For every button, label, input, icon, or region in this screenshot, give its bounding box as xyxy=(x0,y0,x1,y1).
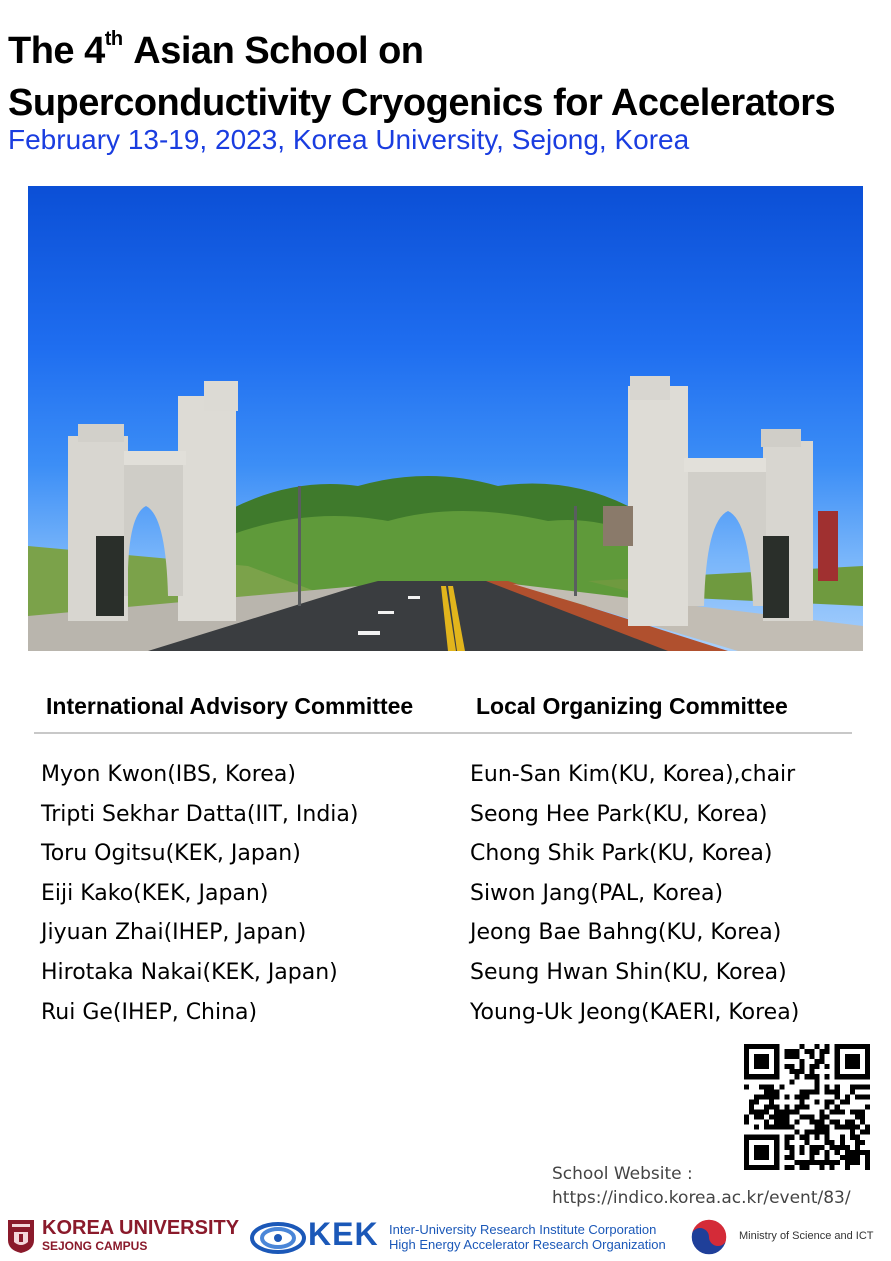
title-line-1-sup: th xyxy=(104,28,123,51)
kek-swirl-icon xyxy=(250,1221,306,1255)
list-item: Eun-San Kim(KU, Korea),chair xyxy=(470,762,796,787)
international-advisory-committee-heading: International Advisory Committee xyxy=(46,693,414,719)
list-item: Hirotaka Nakai(KEK, Japan) xyxy=(41,959,338,985)
list-item: Jeong Bae Bahng(KU, Korea) xyxy=(470,920,782,946)
title-line-1-pre: The 4 xyxy=(8,30,105,72)
list-item: Siwon Jang(PAL, Korea) xyxy=(470,880,724,906)
list-item: Seung Hwan Shin(KU, Korea) xyxy=(470,959,787,985)
ministry-name: Ministry of Science and ICT xyxy=(739,1230,874,1242)
local-committee-list xyxy=(470,755,799,1032)
kek-tagline-2: High Energy Accelerator Research Organization xyxy=(389,1237,666,1252)
kek-wordmark: KEK xyxy=(308,1216,379,1252)
list-item: Toru Ogitsu(KEK, Japan) xyxy=(41,841,301,867)
qr-code-icon[interactable] xyxy=(744,1044,870,1170)
list-item: Eiji Kako(KEK, Japan) xyxy=(41,880,269,906)
list-item: Seong Hee Park(KU, Korea) xyxy=(470,801,768,827)
event-dates-venue: February 13-19, 2023, Korea University, Sejong, Korea xyxy=(8,124,690,155)
local-organizing-committee-heading: Local Organizing Committee xyxy=(476,693,788,719)
kek-tagline-1: Inter-University Research Institute Corporation xyxy=(389,1222,657,1237)
korea-university-crest-icon xyxy=(6,1218,36,1254)
list-item: Rui Ge(IHEP, China) xyxy=(41,999,258,1025)
list-item: Tripti Sekhar Datta(IIT, India) xyxy=(41,801,359,827)
title-line-1 xyxy=(8,30,424,73)
international-committee-list xyxy=(41,755,358,1032)
title-line-2: Superconductivity Cryogenics for Accelerators xyxy=(8,82,836,124)
list-item: Jiyuan Zhai(IHEP, Japan) xyxy=(41,920,307,946)
campus-gate-photo xyxy=(28,186,863,651)
korea-university-name: KOREA UNIVERSITY xyxy=(42,1217,240,1239)
list-item: Myon Kwon(IBS, Korea) xyxy=(41,762,296,787)
school-website-label: School Website : xyxy=(552,1164,693,1184)
taegeuk-icon xyxy=(688,1217,730,1257)
title-line-1-post: Asian School on xyxy=(133,30,424,72)
school-website-link[interactable]: https://indico.korea.ac.kr/event/83/ xyxy=(552,1188,851,1208)
korea-university-campus: SEJONG CAMPUS xyxy=(42,1239,148,1253)
list-item: Young-Uk Jeong(KAERI, Korea) xyxy=(470,999,800,1025)
section-divider xyxy=(34,732,852,734)
list-item: Chong Shik Park(KU, Korea) xyxy=(470,841,773,867)
